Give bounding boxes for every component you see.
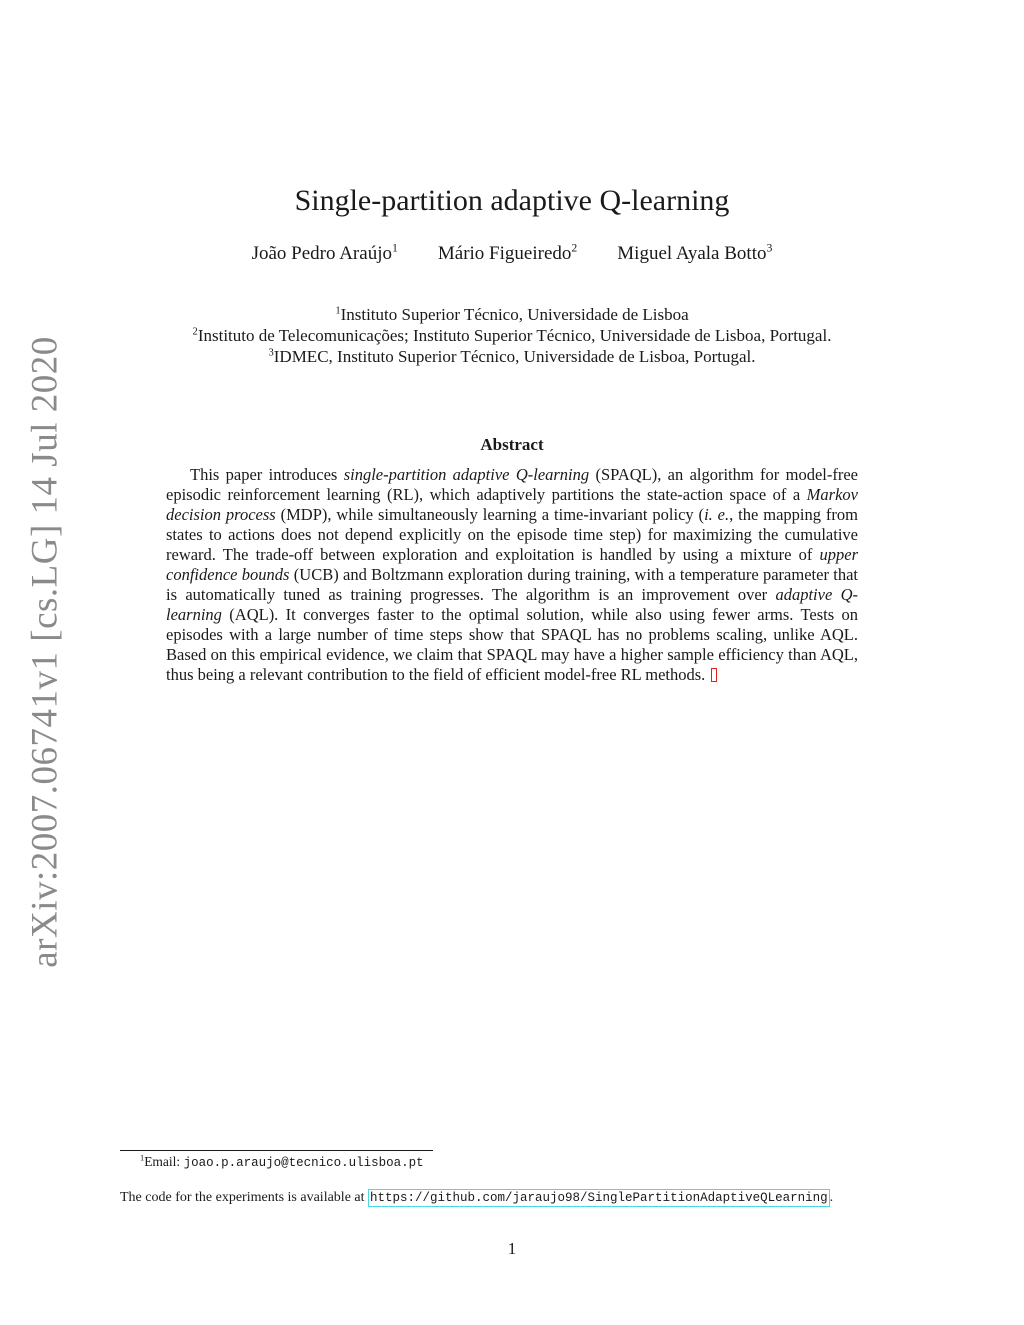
affiliation: $^2$Instituto de Telecomunicações; Instituto Superior Técnico, Universidade de Lisboa, Portugal.	[192, 326, 832, 345]
affiliation: $^1$Instituto Superior Técnico, Universidade de Lisboa	[335, 305, 689, 324]
email-address: joao.p.araujo@tecnico.ulisboa.pt	[183, 1156, 424, 1170]
footnote-link-marker[interactable]	[711, 668, 717, 682]
author-list	[0, 243, 1024, 265]
author: Mário Figueiredo$^2$	[437, 241, 578, 264]
repository-link[interactable]: https://github.com/jaraujo98/SinglePartitionAdaptiveQLearning	[370, 1191, 828, 1205]
abstract-heading: Abstract	[480, 435, 544, 454]
abstract-body: This paper introduces single-partition adaptive Q-learning (SPAQL), an algorithm for model-free episodic reinforcement learning (RL), which adaptively partitions the state-action space of a Markov decision process (MDP), while simultaneously learning a time-invariant policy (i. e., the mapping from states to actions does not depend explicitly on the episode time step) for maximizing the cumulative reward. The trade-off between exploration and exploitation is handled by using a mixture of upper confidence bounds (UCB) and Boltzmann exploration during training, with a temperature parameter that is automatically tuned as training progresses. The algorithm is an improvement over adaptive Q-learning (AQL). It converges faster to the optimal solution, while also using fewer arms. Tests on episodes with a large number of time steps show that SPAQL has no problems scaling, unlike AQL. Based on this empirical evidence, we claim that SPAQL may have a higher sample efficiency than AQL, thus being a relevant contribution to the field of efficient model-free RL methods.	[166, 465, 858, 684]
author: João Pedro Araújo$^1$	[251, 241, 398, 264]
author: Miguel Ayala Botto$^3$	[617, 241, 773, 264]
footnote: $^1$Email: joao.p.araujo@tecnico.ulisboa.pt	[140, 1153, 424, 1170]
page-number: 1	[507, 1239, 517, 1258]
paper-title: Single-partition adaptive Q-learning	[294, 184, 730, 217]
code-availability-note: The code for the experiments is available at https://github.com/jaraujo98/SinglePartitionAdaptiveQLearning .	[120, 1190, 834, 1205]
affiliation: $^3$IDMEC, Instituto Superior Técnico, Universidade de Lisboa, Portugal.	[268, 347, 756, 366]
affiliation-list	[0, 304, 1024, 367]
arxiv-identifier: arXiv:2007.06741v1 [cs.LG] 14 Jul 2020	[24, 336, 66, 968]
footnote-divider	[120, 1150, 433, 1151]
